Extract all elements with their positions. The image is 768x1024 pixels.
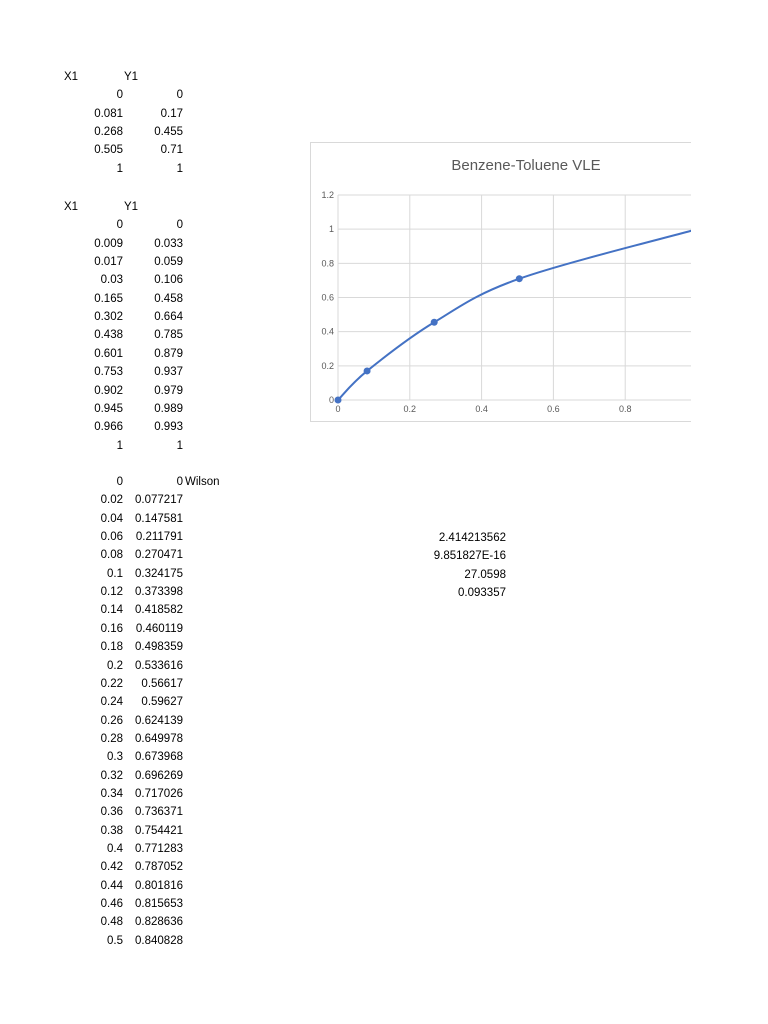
cell-y1[interactable]: 0	[176, 219, 183, 232]
cell-y1[interactable]: 0	[176, 89, 183, 102]
cell-wilson[interactable]: 0.460119	[135, 622, 183, 635]
cell-wilson[interactable]: 0.324175	[135, 567, 183, 580]
cell-x1[interactable]: 0.601	[94, 347, 123, 360]
header-y1[interactable]: Y1	[124, 71, 139, 83]
cell-x[interactable]: 0.44	[100, 879, 123, 892]
x-tick-label: 0.6	[547, 404, 560, 414]
cell-x1[interactable]: 1	[116, 162, 123, 175]
cell-x[interactable]: 0.46	[100, 898, 123, 911]
cell-y1[interactable]: 1	[176, 439, 183, 452]
cell-wilson[interactable]: 0.533616	[135, 659, 183, 672]
cell-wilson[interactable]: 0.59627	[141, 696, 183, 709]
x-tick-label: 0.2	[403, 404, 417, 414]
cell-wilson[interactable]: 0.649978	[135, 732, 183, 745]
cell-wilson[interactable]: 0.815653	[135, 898, 183, 911]
cell-x[interactable]: 0.2	[107, 659, 123, 672]
cell-x[interactable]: 0.5	[107, 934, 123, 947]
y-tick-label: 0.2	[321, 360, 334, 371]
cell-x[interactable]: 0	[116, 476, 123, 488]
side-value[interactable]: 0.093357	[458, 587, 506, 600]
cell-x[interactable]: 0.4	[107, 843, 123, 855]
cell-y1[interactable]: 0.979	[154, 384, 183, 397]
cell-y1[interactable]: 0.033	[154, 237, 183, 250]
header-y1[interactable]: Y1	[124, 201, 139, 213]
cell-wilson[interactable]: 0.498359	[135, 641, 183, 654]
cell-x1[interactable]: 0.017	[94, 256, 123, 269]
cell-x[interactable]: 0.04	[100, 512, 123, 525]
data-point	[516, 275, 523, 282]
cell-x[interactable]: 0.3	[107, 751, 123, 764]
y-tick-label: 0.4	[321, 326, 334, 337]
cell-y1[interactable]: 0.71	[160, 144, 183, 157]
data-point	[364, 367, 371, 374]
data-point	[431, 319, 438, 326]
cell-wilson[interactable]: 0.077217	[135, 494, 183, 507]
cell-x1[interactable]: 0.03	[100, 274, 123, 287]
cell-y1[interactable]: 0.993	[154, 421, 183, 434]
cell-x[interactable]: 0.28	[100, 732, 123, 745]
x-tick-label: 0.8	[618, 404, 632, 414]
cell-x1[interactable]: 0	[116, 219, 123, 232]
cell-y1[interactable]: 1	[176, 162, 183, 175]
cell-x[interactable]: 0.14	[100, 604, 123, 617]
x-tick-label: 0.4	[475, 404, 488, 414]
chart-title: Benzene-Toluene VLE	[451, 157, 601, 174]
cell-wilson[interactable]: 0.840828	[135, 934, 183, 947]
cell-wilson[interactable]: 0.147581	[135, 512, 183, 525]
y-tick-label: 1	[328, 224, 334, 235]
cell-wilson[interactable]: 0.787052	[135, 861, 183, 874]
cell-x1[interactable]: 0.945	[94, 402, 123, 415]
cell-x[interactable]: 0.36	[100, 806, 123, 819]
cell-x[interactable]: 0.34	[100, 787, 123, 800]
cell-x[interactable]: 0.1	[107, 567, 123, 580]
y-tick-label: 0	[328, 395, 334, 405]
cell-y1[interactable]: 0.106	[154, 274, 183, 287]
cell-y1[interactable]: 0.785	[154, 329, 183, 342]
cell-y1[interactable]: 0.458	[154, 292, 183, 305]
cell-wilson[interactable]: 0.828636	[135, 916, 183, 929]
header-x1[interactable]: X1	[64, 201, 79, 213]
header-x1[interactable]: X1	[64, 71, 79, 83]
side-value[interactable]: 9.851827E-16	[433, 550, 506, 563]
cell-x[interactable]: 0.12	[100, 586, 123, 599]
cell-x[interactable]: 0.08	[100, 549, 123, 562]
cell-x1[interactable]: 0.081	[94, 107, 123, 120]
cell-x[interactable]: 0.48	[100, 916, 123, 929]
cell-x[interactable]: 0.38	[100, 824, 123, 837]
label-wilson[interactable]: Wilson	[185, 476, 220, 488]
cell-x1[interactable]: 0.165	[94, 292, 123, 305]
cell-x1[interactable]: 0.505	[94, 144, 123, 157]
cell-y1[interactable]: 0.059	[154, 256, 183, 269]
cell-wilson[interactable]: 0.270471	[135, 549, 183, 562]
cell-x[interactable]: 0.32	[100, 769, 123, 782]
cell-x1[interactable]: 0.902	[94, 384, 123, 397]
cell-y1[interactable]: 0.17	[160, 107, 183, 120]
cell-x[interactable]: 0.26	[100, 714, 123, 727]
cell-x1[interactable]: 1	[116, 439, 123, 452]
cell-wilson[interactable]: 0.754421	[135, 824, 183, 837]
cell-y1[interactable]: 0.989	[154, 402, 183, 415]
cell-wilson[interactable]: 0.418582	[135, 604, 183, 617]
cell-x1[interactable]: 0	[116, 89, 123, 102]
cell-wilson[interactable]: 0.696269	[135, 769, 183, 782]
cell-x1[interactable]: 0.302	[94, 311, 123, 324]
cell-y1[interactable]: 0.664	[154, 311, 183, 324]
cell-x1[interactable]: 0.753	[94, 366, 123, 379]
cell-wilson[interactable]: 0.771283	[135, 843, 183, 855]
chart[interactable]	[310, 142, 691, 422]
cell-x1[interactable]: 0.009	[94, 237, 123, 250]
cell-x1[interactable]: 0.438	[94, 329, 123, 342]
cell-wilson[interactable]: 0.211791	[135, 531, 183, 544]
cell-x1[interactable]: 0.966	[94, 421, 123, 434]
cell-wilson[interactable]: 0.56617	[141, 677, 183, 690]
cell-wilson[interactable]: 0.624139	[135, 714, 183, 727]
chart-plot	[311, 143, 691, 421]
cell-x[interactable]: 0.06	[100, 531, 123, 544]
cell-x[interactable]: 0.24	[100, 696, 123, 709]
cell-wilson[interactable]: 0.373398	[135, 586, 183, 599]
cell-wilson[interactable]: 0.717026	[135, 787, 183, 800]
cell-x[interactable]: 0.42	[100, 861, 123, 874]
cell-y1[interactable]: 0.937	[154, 366, 183, 379]
y-tick-label: 1.2	[321, 190, 334, 200]
y-tick-label: 0.6	[321, 292, 334, 303]
cell-y1[interactable]: 0.879	[154, 347, 183, 360]
side-value[interactable]: 2.414213562	[438, 532, 506, 544]
cell-wilson[interactable]: 0	[176, 476, 183, 488]
cell-wilson[interactable]: 0.673968	[135, 751, 183, 764]
cell-x[interactable]: 0.16	[100, 622, 123, 635]
cell-x[interactable]: 0.18	[100, 641, 123, 654]
y-tick-label: 0.8	[321, 258, 334, 269]
cell-x[interactable]: 0.22	[100, 677, 123, 690]
cell-wilson[interactable]: 0.736371	[135, 806, 183, 819]
cell-wilson[interactable]: 0.801816	[135, 879, 183, 892]
x-tick-label: 0	[335, 404, 341, 414]
side-value[interactable]: 27.0598	[464, 568, 506, 581]
data-point	[335, 397, 342, 404]
cell-x1[interactable]: 0.268	[94, 126, 123, 139]
series-line	[338, 229, 691, 400]
cell-y1[interactable]: 0.455	[154, 126, 183, 139]
cell-x[interactable]: 0.02	[100, 494, 123, 507]
